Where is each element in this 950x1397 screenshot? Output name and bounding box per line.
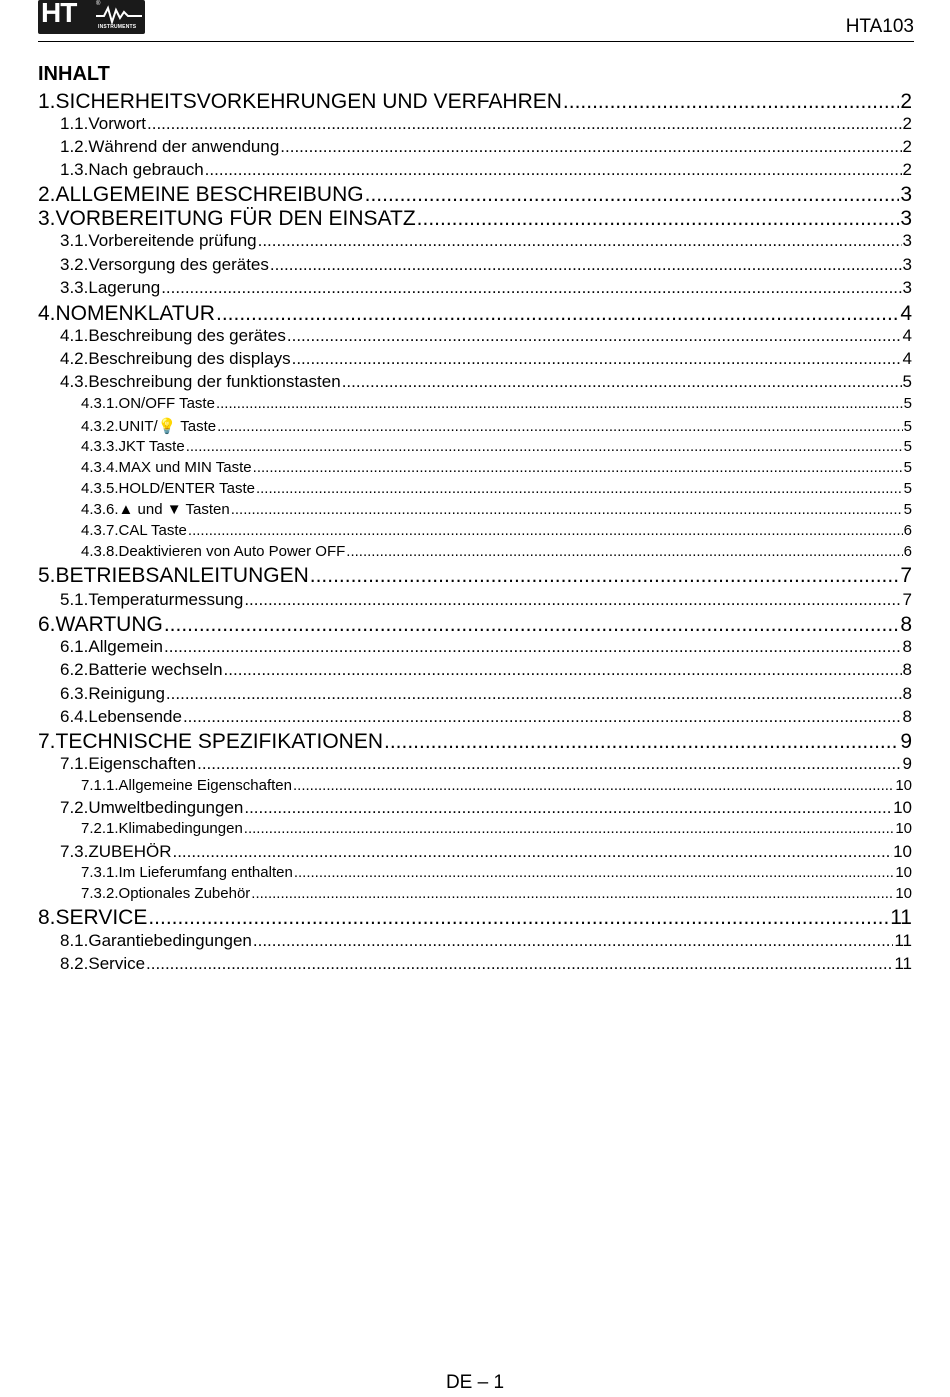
toc-entry[interactable] xyxy=(38,885,912,902)
toc-entry-page: 11 xyxy=(894,931,912,950)
toc-entry-number: 6. xyxy=(38,613,56,636)
toc-entry-title: Allgemein xyxy=(88,637,164,656)
toc-entry-title: Eigenschaften xyxy=(88,754,197,773)
dot-leader xyxy=(346,543,902,560)
dot-leader xyxy=(197,754,901,774)
toc-entry-number: 4.3.8. xyxy=(81,543,119,560)
toc-entry[interactable] xyxy=(38,372,912,392)
toc-entry-title: WARTUNG xyxy=(55,613,163,636)
page-number: DE – 1 xyxy=(445,1372,505,1393)
toc-entry[interactable] xyxy=(38,137,912,157)
toc-entry-title: Klimabedingungen xyxy=(118,820,243,837)
toc-entry-number: 2. xyxy=(38,183,56,206)
toc-entry[interactable] xyxy=(38,326,912,346)
toc-entry-number: 7.3.1. xyxy=(81,864,119,881)
toc-entry-title: ALLGEMEINE BESCHREIBUNG xyxy=(55,183,364,206)
toc-entry-page: 5 xyxy=(903,418,912,435)
dot-leader xyxy=(224,660,902,680)
toc-entry-page: 9 xyxy=(902,754,912,773)
toc-entry-title: CAL Taste xyxy=(118,522,187,539)
toc-entry-page: 5 xyxy=(902,372,912,391)
toc-entry[interactable] xyxy=(38,798,912,818)
toc-entry-title: Während der anwendung xyxy=(88,137,280,156)
toc-entry-page: 7 xyxy=(900,564,912,587)
toc-entry[interactable] xyxy=(38,302,912,326)
logo-text: HT xyxy=(41,0,77,28)
toc-entry-title: Umweltbedingungen xyxy=(88,798,244,817)
toc-entry[interactable] xyxy=(38,842,912,862)
toc-entry-title: Im Lieferumfang enthalten xyxy=(118,864,293,881)
toc-entry-page: 11 xyxy=(890,906,912,929)
toc-entry-title: SICHERHEITSVORKEHRUNGEN UND VERFAHREN xyxy=(55,90,562,113)
toc-entry-title: Beschreibung des displays xyxy=(88,349,291,368)
toc-entry-page: 10 xyxy=(895,820,912,837)
toc-entry-page: 10 xyxy=(895,864,912,881)
toc-entry-number: 7.2.1. xyxy=(81,820,119,837)
page-header xyxy=(38,0,914,42)
dot-leader xyxy=(253,459,903,476)
toc-entry[interactable] xyxy=(38,660,912,680)
waveform-icon xyxy=(96,4,142,24)
toc-entry-page: 3 xyxy=(902,278,912,297)
dot-leader xyxy=(164,613,899,637)
toc-entry[interactable] xyxy=(38,730,912,754)
toc-entry[interactable] xyxy=(38,480,912,497)
toc-entry[interactable] xyxy=(38,564,912,588)
dot-leader xyxy=(280,137,901,157)
toc-entry[interactable] xyxy=(38,90,912,114)
toc-entry[interactable] xyxy=(38,438,912,455)
dot-leader xyxy=(166,684,902,704)
toc-entry[interactable] xyxy=(38,684,912,704)
toc-entry-page: 5 xyxy=(903,480,912,497)
toc-entry-number: 1.3. xyxy=(60,160,89,179)
toc-entry-number: 5. xyxy=(38,564,56,587)
toc-entry[interactable] xyxy=(38,114,912,134)
toc-entry-page: 8 xyxy=(902,684,912,703)
toc-title: INHALT xyxy=(38,63,110,85)
dot-leader xyxy=(563,90,899,114)
toc-entry-title: Vorbereitende prüfung xyxy=(88,231,257,250)
dot-leader xyxy=(270,255,902,275)
dot-leader xyxy=(216,395,903,412)
toc-entry-title: NOMENKLATUR xyxy=(55,302,215,325)
dot-leader xyxy=(253,931,893,951)
dot-leader xyxy=(256,480,903,497)
dot-leader xyxy=(164,637,902,657)
toc-entry-page: 10 xyxy=(895,885,912,902)
dot-leader xyxy=(172,842,892,862)
toc-entry[interactable] xyxy=(38,395,912,412)
toc-entry-number: 4.1. xyxy=(60,326,89,345)
toc-entry-page: 6 xyxy=(903,522,912,539)
toc-entry-page: 10 xyxy=(893,798,912,817)
dot-leader xyxy=(205,160,902,180)
toc-entry-page: 2 xyxy=(902,137,912,156)
toc-entry-page: 3 xyxy=(900,207,912,230)
toc-entry[interactable] xyxy=(38,906,912,930)
toc-entry[interactable] xyxy=(38,459,912,476)
toc-entry-title: Beschreibung der funktionstasten xyxy=(88,372,341,391)
dot-leader xyxy=(384,730,899,754)
toc-entry[interactable] xyxy=(38,183,912,207)
toc-entry-number: 3.1. xyxy=(60,231,89,250)
toc-entry-number: 4.3.7. xyxy=(81,522,119,539)
dot-leader xyxy=(251,885,894,902)
toc-entry-page: 8 xyxy=(902,707,912,726)
toc-entry-number: 8.1. xyxy=(60,931,89,950)
dot-leader xyxy=(310,564,900,588)
toc-entry-number: 8. xyxy=(38,906,56,929)
toc-entry-number: 3.2. xyxy=(60,255,89,274)
dot-leader xyxy=(244,798,892,818)
toc-entry-page: 10 xyxy=(893,842,912,861)
toc-entry[interactable] xyxy=(38,954,912,974)
toc-entry-title: Lebensende xyxy=(88,707,182,726)
toc-entry-number: 6.2. xyxy=(60,660,89,679)
toc-entry-title: Versorgung des gerätes xyxy=(88,255,269,274)
toc-entry-number: 1.2. xyxy=(60,137,89,156)
logo-subtitle: INSTRUMENTS xyxy=(98,24,137,30)
toc-entry[interactable] xyxy=(38,543,912,560)
toc-entry-page: 11 xyxy=(894,954,912,973)
toc-entry-title: HOLD/ENTER Taste xyxy=(118,480,255,497)
toc-entry-title: Beschreibung des gerätes xyxy=(88,326,286,345)
toc-entry[interactable] xyxy=(38,278,912,298)
toc-entry-page: 5 xyxy=(903,459,912,476)
toc-entry[interactable] xyxy=(38,207,912,231)
dot-leader xyxy=(365,183,900,207)
toc-entry-title: Optionales Zubehör xyxy=(118,885,251,902)
toc-entry[interactable] xyxy=(38,820,912,837)
toc-entry[interactable] xyxy=(38,522,912,539)
toc-entry-page: 4 xyxy=(902,349,912,368)
toc-entry-number: 6.4. xyxy=(60,707,89,726)
dot-leader xyxy=(186,438,903,455)
dot-leader xyxy=(287,326,902,346)
toc-entry-number: 1. xyxy=(38,90,56,113)
toc-entry-page: 8 xyxy=(902,660,912,679)
toc-entry-page: 2 xyxy=(902,160,912,179)
toc-entry-number: 7.1.1. xyxy=(81,777,119,794)
toc-entry-number: 6.3. xyxy=(60,684,89,703)
toc-entry-number: 7.3.2. xyxy=(81,885,119,902)
toc-entry[interactable] xyxy=(38,707,912,727)
dot-leader xyxy=(161,278,901,298)
toc-entry-page: 5 xyxy=(903,501,912,518)
toc-entry[interactable] xyxy=(38,777,912,794)
toc-entry[interactable] xyxy=(38,754,912,774)
toc-entry-title: Temperaturmessung xyxy=(88,590,244,609)
toc-entry-title: JKT Taste xyxy=(118,438,185,455)
toc-entry-title: SERVICE xyxy=(55,906,148,929)
toc-entry-page: 5 xyxy=(903,438,912,455)
toc-entry-title: Deaktivieren von Auto Power OFF xyxy=(118,543,346,560)
toc-entry-page: 2 xyxy=(900,90,912,113)
toc-entry-page: 8 xyxy=(900,613,912,636)
dot-leader xyxy=(148,906,889,930)
toc-entry-number: 1.1. xyxy=(60,114,89,133)
toc-entry-number: 4.3. xyxy=(60,372,89,391)
toc-entry-title: Lagerung xyxy=(88,278,161,297)
header-divider xyxy=(38,41,914,42)
dot-leader xyxy=(294,864,895,881)
toc-entry[interactable] xyxy=(38,590,912,610)
toc-entry-page: 3 xyxy=(900,183,912,206)
toc-entry-number: 5.1. xyxy=(60,590,89,609)
ht-instruments-logo xyxy=(38,0,145,34)
toc-entry-page: 5 xyxy=(903,395,912,412)
dot-leader xyxy=(417,207,900,231)
logo-registered-mark: ® xyxy=(96,1,101,7)
dot-leader xyxy=(244,590,901,610)
toc-entry-number: 4.3.6. xyxy=(81,501,119,518)
dot-leader xyxy=(217,418,903,435)
dot-leader xyxy=(244,820,895,837)
model-name: HTA103 xyxy=(845,16,914,37)
toc-entry[interactable] xyxy=(38,255,912,275)
dot-leader xyxy=(258,231,902,251)
toc-entry-title: Vorwort xyxy=(88,114,146,133)
dot-leader xyxy=(146,954,893,974)
toc-entry-number: 4.3.5. xyxy=(81,480,119,497)
toc-entry-page: 2 xyxy=(902,114,912,133)
toc-entry-page: 3 xyxy=(902,255,912,274)
toc-entry-number: 4.3.4. xyxy=(81,459,119,476)
toc-entry-number: 3. xyxy=(38,207,56,230)
dot-leader xyxy=(292,349,902,369)
toc-entry-title: UNIT/💡 Taste xyxy=(118,418,217,435)
toc-entry-title: Batterie wechseln xyxy=(88,660,223,679)
toc-entry[interactable] xyxy=(38,349,912,369)
dot-leader xyxy=(216,302,899,326)
toc-entry-title: VORBEREITUNG FÜR DEN EINSATZ xyxy=(55,207,416,230)
toc-entry-title: Nach gebrauch xyxy=(88,160,204,179)
toc-entry-number: 7.2. xyxy=(60,798,89,817)
toc-entry-page: 6 xyxy=(903,543,912,560)
toc-entry-title: ZUBEHÖR xyxy=(88,842,172,861)
toc-entry[interactable] xyxy=(38,931,912,951)
toc-entry-number: 6.1. xyxy=(60,637,89,656)
toc-entry[interactable] xyxy=(38,864,912,881)
toc-entry[interactable] xyxy=(38,637,912,657)
toc-entry[interactable] xyxy=(38,501,912,518)
toc-entry-page: 7 xyxy=(902,590,912,609)
toc-entry-title: Allgemeine Eigenschaften xyxy=(118,777,292,794)
toc-entry-number: 4. xyxy=(38,302,56,325)
toc-entry-title: Service xyxy=(88,954,146,973)
toc-entry-number: 3.3. xyxy=(60,278,89,297)
dot-leader xyxy=(231,501,903,518)
toc-entry-number: 4.3.2. xyxy=(81,418,119,435)
toc-entry-title: ON/OFF Taste xyxy=(118,395,215,412)
toc-entry-title: BETRIEBSANLEITUNGEN xyxy=(55,564,309,587)
dot-leader xyxy=(293,777,894,794)
toc-entry[interactable] xyxy=(38,613,912,637)
toc-entry-number: 4.3.1. xyxy=(81,395,119,412)
toc-entry-number: 7. xyxy=(38,730,56,753)
toc-entry-title: ▲ und ▼ Tasten xyxy=(118,501,230,518)
toc-entry-page: 9 xyxy=(900,730,912,753)
toc-entry-page: 3 xyxy=(902,231,912,250)
toc-entry-number: 8.2. xyxy=(60,954,89,973)
dot-leader xyxy=(188,522,903,539)
toc-entry-title: Garantiebedingungen xyxy=(88,931,252,950)
toc-entry-page: 4 xyxy=(902,326,912,345)
toc-entry-number: 7.3. xyxy=(60,842,89,861)
dot-leader xyxy=(342,372,902,392)
dot-leader xyxy=(147,114,902,134)
toc-entry-number: 4.3.3. xyxy=(81,438,119,455)
toc-entry-page: 10 xyxy=(895,777,912,794)
toc-entry-number: 7.1. xyxy=(60,754,89,773)
toc-entry[interactable] xyxy=(38,417,912,435)
dot-leader xyxy=(183,707,902,727)
toc-entry-page: 4 xyxy=(900,302,912,325)
toc-entry-title: MAX und MIN Taste xyxy=(118,459,252,476)
toc-entry[interactable] xyxy=(38,160,912,180)
toc-entry-page: 8 xyxy=(902,637,912,656)
toc-entry-title: Reinigung xyxy=(88,684,165,703)
toc-entry-number: 4.2. xyxy=(60,349,89,368)
toc-entry[interactable] xyxy=(38,231,912,251)
toc-entry-title: TECHNISCHE SPEZIFIKATIONEN xyxy=(55,730,383,753)
